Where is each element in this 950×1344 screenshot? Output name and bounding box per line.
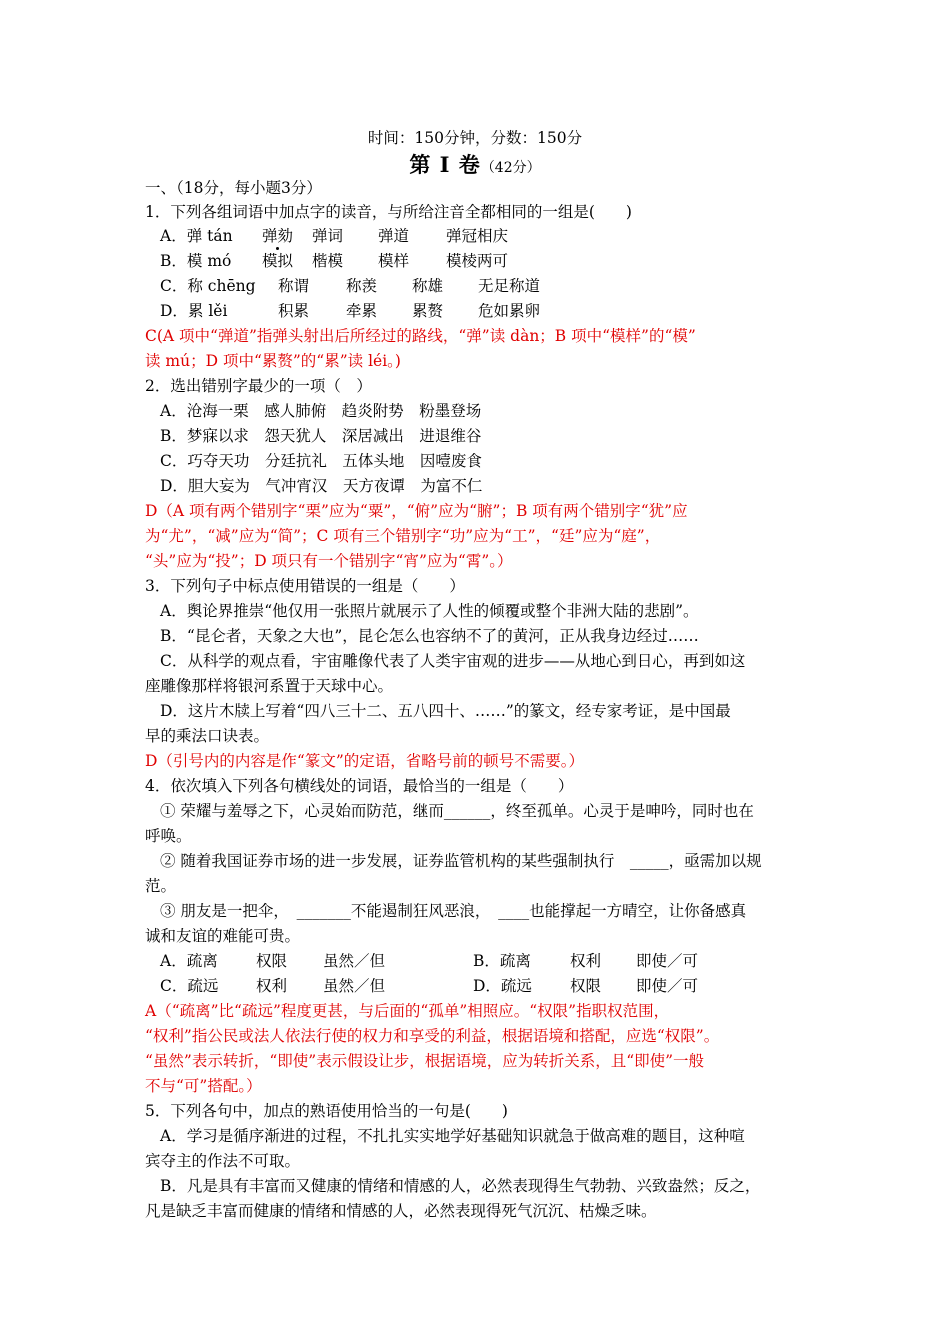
q4-option-c-label: C．疏远: [160, 977, 219, 995]
q3-option-b: B．“昆仑者，天象之大也”，昆仑怎么也容纳不了的黄河，正从我身边经过……: [160, 627, 699, 645]
question-4-stem: 4．依次填入下列各句横线处的词语，最恰当的一组是（ ）: [145, 777, 574, 795]
q3-option-d-line1: D．这片木牍上写着“四八三十二、五八四十、……”的篆文，经专家考证，是中国最: [160, 702, 731, 720]
q1-a-label: A．弹 tán: [160, 227, 233, 245]
q4-sentence-2-line1: ② 随着我国证券市场的进一步发展，证券监管机构的某些强制执行 _____，亟需加以规: [160, 852, 762, 870]
q1-a-word2: 弹词: [312, 227, 344, 245]
q1-a-word3: 弹道: [378, 227, 410, 245]
q2-option-d: D．胆大妄为 气冲宵汉 天方夜谭 为富不仁: [160, 477, 483, 495]
volume-title-text: 第 I 卷: [409, 152, 481, 177]
q4-option-b-word2: 权利: [570, 952, 602, 970]
q4-sentence-1-line1: ① 荣耀与羞辱之下，心灵始而防范，继而______，终至孤单。心灵于是呻吟，同时也在: [160, 802, 754, 820]
q3-option-c-line1: C．从科学的观点看，宇宙雕像代表了人类宇宙观的进步——从地心到日心，再到如这: [160, 652, 746, 670]
q4-option-c-word2: 权利: [256, 977, 288, 995]
q3-option-a: A．舆论界推崇“他仅用一张照片就展示了人性的倾覆或整个非洲大陆的悲剧”。: [160, 602, 699, 620]
q5-option-a-line1: A．学习是循序渐进的过程，不扎扎实实地学好基础知识就急于做高难的题目，这种喧: [160, 1127, 745, 1145]
q4-option-a-word2: 权限: [256, 952, 288, 970]
q1-a-word4: 弹冠相庆: [446, 227, 509, 245]
q1-b-word1: 模拟: [262, 252, 294, 270]
q2-option-a: A．沧海一栗 感人肺俯 趋炎附势 粉墨登场: [160, 402, 482, 420]
question-1-stem: 1．下列各组词语中加点字的读音，与所给注音全都相同的一组是( ): [145, 203, 632, 221]
q5-option-b-line2: 凡是缺乏丰富而健康的情绪和情感的人，必然表现得死气沉沉、枯燥乏味。: [145, 1202, 657, 1220]
q4-option-d-word3: 即使／可: [636, 977, 699, 995]
question-1-answer-line2: 读 mú；D 项中“累赘”的“累”读 léi。): [145, 352, 401, 370]
q1-c-word4: 无足称道: [478, 277, 541, 295]
question-4-answer-line4: 不与“可”搭配。）: [145, 1077, 262, 1095]
q4-sentence-1-line2: 呼唤。: [145, 827, 192, 845]
q1-b-word3: 模样: [378, 252, 410, 270]
q4-option-b-word3: 即使／可: [636, 952, 699, 970]
q1-d-word4: 危如累卵: [478, 302, 541, 320]
q1-c-word1: 称谓: [278, 277, 310, 295]
q1-d-word1: 积累: [278, 302, 310, 320]
question-5-stem: 5．下列各句中，加点的熟语使用恰当的一句是( ): [145, 1102, 508, 1120]
q4-option-d-word2: 权限: [570, 977, 602, 995]
question-3-answer: D（引号内的内容是作“篆文”的定语，省略号前的顿号不需要。）: [145, 752, 585, 770]
q2-option-c: C．巧夺天功 分廷抗礼 五体头地 因噎废食: [160, 452, 482, 470]
question-2-answer-line3: “头”应为“投”；D 项只有一个错别字“宵”应为“霄”。）: [145, 552, 513, 570]
q1-c-label: C．称 chēng: [160, 277, 256, 295]
q4-option-a-label: A．疏离: [160, 952, 218, 970]
q4-option-d-label: D．疏远: [473, 977, 532, 995]
q1-d-label: D．累 lěi: [160, 302, 228, 320]
q1-a-word1: 弹劾: [262, 227, 294, 245]
question-4-answer-line1: A（“疏离”比“疏远”程度更甚，与后面的“孤单”相照应。“权限”指职权范围，: [145, 1002, 670, 1020]
q4-sentence-3-line1: ③ 朋友是一把伞， _______不能遏制狂风恶浪， ____也能撑起一方晴空，让你备感真: [160, 902, 747, 920]
question-1-answer-line1: C(A 项中“弹道”指弹头射出后所经过的路线，“弹”读 dàn；B 项中“模样”的“模”: [145, 327, 696, 345]
q1-b-word2: 楷模: [312, 252, 344, 270]
q3-option-c-line2: 座雕像那样将银河系置于天球中心。: [145, 677, 394, 695]
q5-option-a-line2: 宾夺主的作法不可取。: [145, 1152, 301, 1170]
q1-b-label: B．模 mó: [160, 252, 232, 270]
q2-option-b: B．梦寐以求 怨天犹人 深居减出 进退维谷: [160, 427, 482, 445]
question-2-answer-line1: D（A 项有两个错别字“栗”应为“粟”，“俯”应为“腑”；B 项有两个错别字“犹”应: [145, 502, 688, 520]
q1-d-word2: 牵累: [346, 302, 378, 320]
q1-c-word2: 称羡: [346, 277, 378, 295]
q1-c-word3: 称雄: [412, 277, 444, 295]
q4-option-b-label: B．疏离: [473, 952, 531, 970]
q3-option-d-line2: 早的乘法口诀表。: [145, 727, 270, 745]
question-2-stem: 2．选出错别字最少的一项（ ）: [145, 377, 372, 395]
q4-sentence-2-line2: 范。: [145, 877, 177, 895]
volume-title: [0, 152, 950, 181]
q4-sentence-3-line2: 诚和友谊的难能可贵。: [145, 927, 301, 945]
time-score-line: 时间：150分钟，分数：150分: [367, 129, 583, 147]
question-2-answer-line2: 为“尤”，“减”应为“简”；C 项有三个错别字“功”应为“工”，“廷”应为“庭”，: [145, 527, 661, 545]
q5-option-b-line1: B．凡是具有丰富而又健康的情绪和情感的人，必然表现得生气勃勃、兴致盎然；反之，: [160, 1177, 761, 1195]
question-4-answer-line3: “虽然”表示转折，“即使”表示假设让步，根据语境，应为转折关系，且“即使”一般: [145, 1052, 705, 1070]
question-3-stem: 3．下列句子中标点使用错误的一组是（ ）: [145, 577, 465, 595]
question-4-answer-line2: “权利”指公民或法人依法行使的权力和享受的利益，根据语境和搭配，应选“权限”。: [145, 1027, 720, 1045]
q1-d-word3: 累赘: [412, 302, 444, 320]
q1-b-word4: 模棱两可: [446, 252, 509, 270]
q4-option-a-word3: 虽然／但: [323, 952, 386, 970]
section-heading: 一、（18分，每小题3分）: [145, 179, 322, 197]
q4-option-c-word3: 虽然／但: [323, 977, 386, 995]
volume-score: （42分）: [480, 160, 541, 176]
